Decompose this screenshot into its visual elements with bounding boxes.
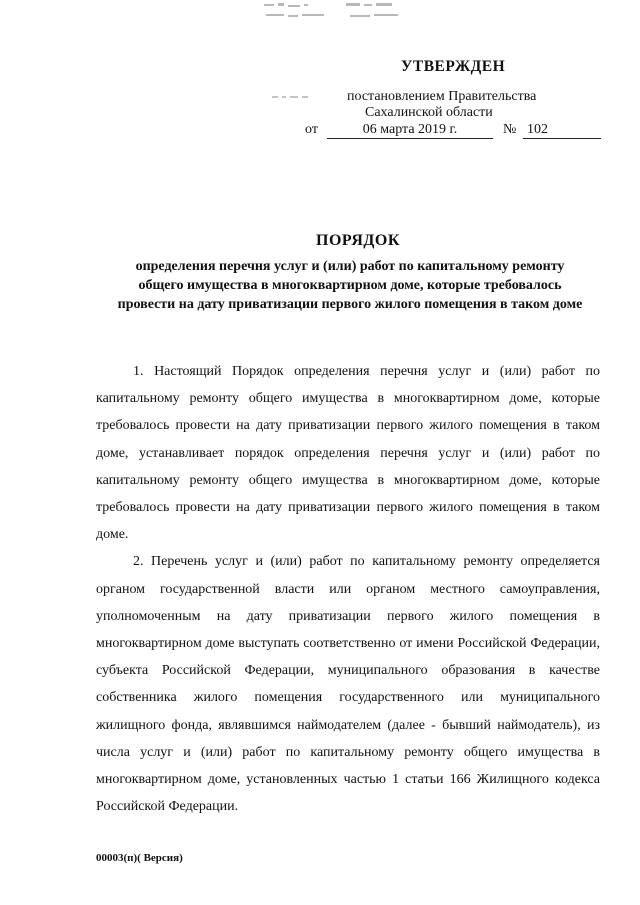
document-body (96, 358, 600, 820)
subtitle-line: провести на дату приватизации первого жилого помещения в таком доме (117, 297, 583, 312)
footer-version-code: 00003(п)( Версия) (96, 852, 183, 864)
paragraph-2: 2. Перечень услуг и (или) работ по капитальному ремонту определяется органом государственной власти или органом местного самоуправления, уполномоченным на дату приватизации первого жилого помещения в многоквартирном доме выступать соответственно от имени Российской Федерации, субъекта Российской Федерации, муниципального образования в качестве собственника жилого помещения государственного или муниципального жилищного фонда, являвшимся наймодателем (далее - бывший наймодатель), из числа услуг и (или) работ по капитальному ремонту общего имущества в многоквартирном доме, установленных частью 1 статьи 166 Жилищного кодекса Российской Федерации. (96, 554, 600, 815)
approval-line-2: Сахалинской области (365, 105, 493, 120)
document-title: ПОРЯДОК (316, 232, 400, 249)
approval-number: 102 (523, 122, 601, 139)
subtitle-line: общего имущества в многоквартирном доме, которые требовалось (138, 278, 562, 293)
scan-artifact (262, 0, 412, 24)
approval-line-1: постановлением Правительства (347, 89, 537, 104)
approval-date: 06 марта 2019 г. (327, 122, 493, 139)
paragraph-1: 1. Настоящий Порядок определения перечня услуг и (или) работ по капитальному ремонту общего имущества в многоквартирном доме, которые требовалось провести на дату приватизации первого жилого помещения в таком доме, устанавливает порядок определения перечня услуг и (или) работ по капитальному ремонту общего имущества в многоквартирном доме, которые требовалось провести на дату приватизации первого жилого помещения в таком доме. (96, 364, 600, 543)
from-label: от (305, 122, 318, 137)
date-number-row (305, 122, 605, 142)
subtitle-line: определения перечня услуг и (или) работ по капитальному ремонту (135, 259, 565, 274)
scan-artifact-small (272, 94, 312, 100)
document-subtitle (100, 257, 600, 314)
approved-heading: УТВЕРЖДЕН (401, 58, 506, 75)
number-label: № (503, 122, 517, 137)
